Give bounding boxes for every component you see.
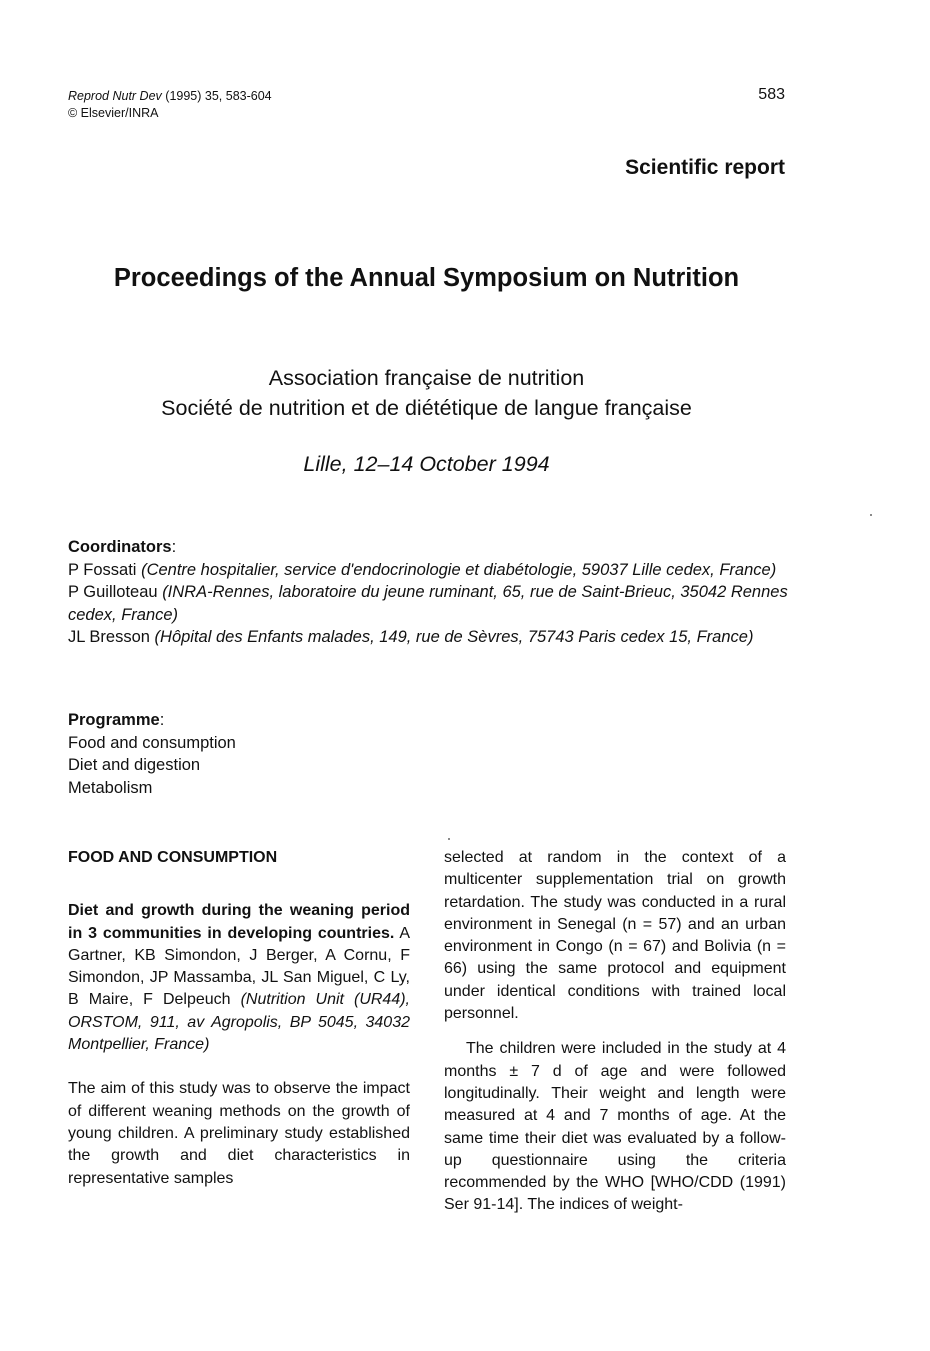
programme-item: Food and consumption [68,733,236,752]
section-heading: FOOD AND CONSUMPTION [68,849,278,866]
article-header [68,900,410,1056]
body-paragraph: The children were included in the study at 4 months ± 7 d of age and were followed longitudinally. Their weight and length were measured at 4 and 7 months of age. At the same time their diet was evaluated by a follow-up questionnaire using the criteria recommended by the WHO [WHO/CDD (1991) Ser 91-14]. The indices of weight- [444,1040,786,1214]
journal-header [68,88,272,122]
coordinator-name: P Fossati [68,560,137,579]
coordinators-heading: Coordinators [68,538,172,556]
scan-speck [448,838,450,840]
right-column [444,847,786,1217]
programme-item: Diet and digestion [68,756,201,774]
page-title: Proceedings of the Annual Symposium on Nutrition [113,264,740,292]
coordinators-block: Coordinators: P Fossati (Centre hospitalier, service d'endocrinologie et diabétologie, 59037 Lille cedex, France) P Guilloteau (INRA-Rennes, laboratoire du jeune ruminant, 65, rue de Saint-Brieuc, 35042 Rennes cedex, France) JL Bresson (Hôpital des Enfants malades, 149, rue de Sèvres, 75743 Paris cedex 15, France) [68,536,788,649]
coordinator-name: P Guilloteau [68,583,158,601]
coordinator-affiliation: (INRA-Rennes, laboratoire du jeune ruminant, 65, rue de Saint-Brieuc, 35042 Rennes cedex, France) [68,583,788,624]
journal-citation: (1995) 35, 583-604 [165,89,272,103]
report-type: Scientific report [625,156,785,179]
venue: Lille, 12–14 October 1994 [303,452,550,476]
coordinator-entry [68,581,788,626]
programme-heading: Programme [68,711,160,729]
scan-speck [870,514,872,516]
organizations [0,363,853,423]
coordinator-name: JL Bresson [68,628,150,646]
organization-1: Association française de nutrition [268,366,585,390]
coordinator-entry [68,559,788,582]
journal-name: Reprod Nutr Dev [68,89,162,103]
programme-block: Programme: Food and consumption Diet and digestion Metabolism [68,709,788,799]
body-paragraph: The aim of this study was to observe the impact of different weaning methods on the growth of young children. A preliminary study established the growth and diet characteristics in representative samples [68,1080,410,1187]
copyright: © Elsevier/INRA [68,106,159,120]
programme-item: Metabolism [68,778,153,797]
coordinator-affiliation: (Centre hospitalier, service d'endocrinologie et diabétologie, 59037 Lille cedex, France) [141,560,777,579]
coordinator-entry [68,626,788,649]
article-affiliation: (Nutrition Unit (UR44), ORSTOM, 911, av Agropolis, BP 5045, 34032 Montpellier, France) [68,991,410,1054]
page-number: 583 [758,86,785,103]
coordinator-affiliation: (Hôpital des Enfants malades, 149, rue de Sèvres, 75743 Paris cedex 15, France) [154,628,754,646]
article-authors: A Gartner, KB Simondon, J Berger, A Cornu, F Simondon, JP Massamba, JL San Miguel, C Ly, B Maire, F Delpeuch [68,924,410,1009]
body-paragraph-continued: selected at random in the context of a multicenter supplementation trial on growth retardation. The study was conducted in a rural environment in Senegal (n = 57) and an urban environment in Congo (n = 67) and Bolivia (n = 66) using the same protocol and equipment under identical conditions with trained local personnel. [444,849,786,1023]
organization-2: Société de nutrition et de diététique de langue française [161,396,692,420]
article-title: Diet and growth during the weaning period in 3 communities in developing countries. [68,902,410,942]
left-column [68,847,410,1190]
